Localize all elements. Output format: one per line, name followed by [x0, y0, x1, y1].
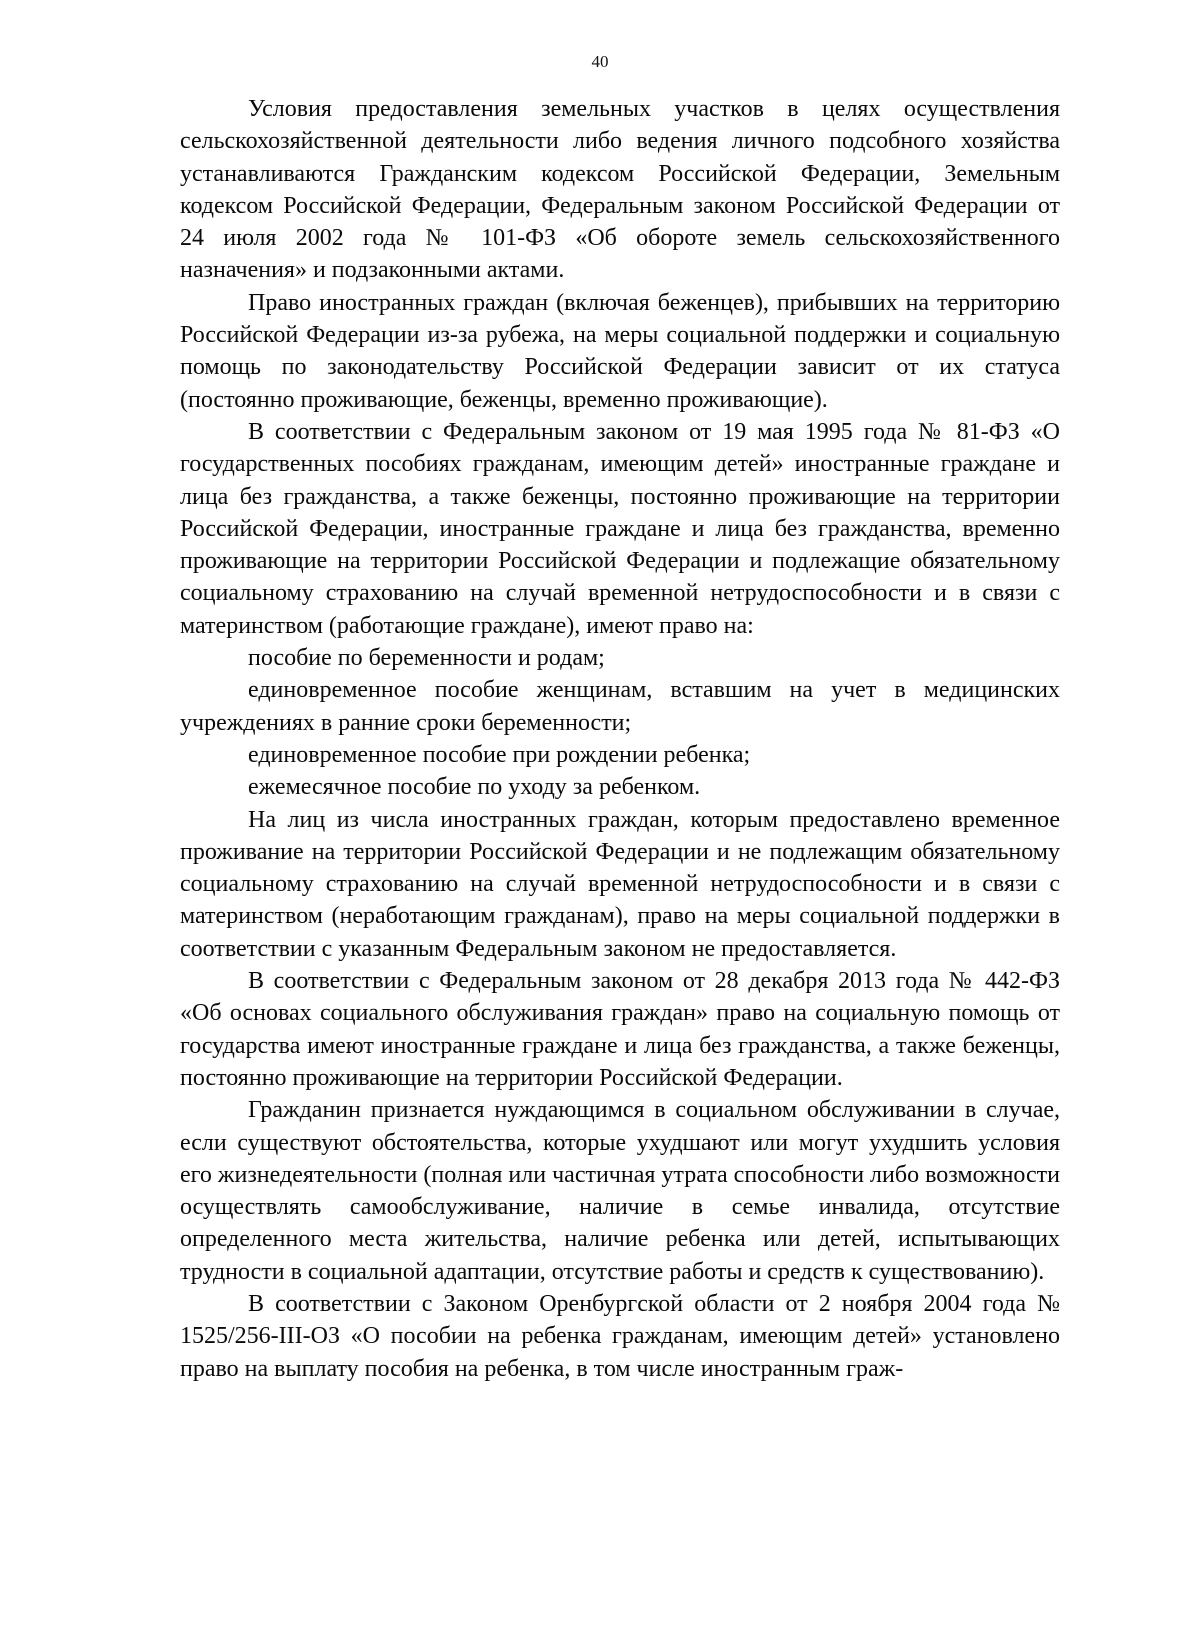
paragraph-temporary-residents: На лиц из числа иностранных граждан, которым предоставлено временное проживание на территории Российской Федерации и не подлежащим обязательному социальному страхованию на случай временной нетрудоспособности и в связи с материнством (неработающим гражданам), право на меры социальной поддержки в соответствии с указанным Федеральным законом не предоставляется. — [180, 806, 1060, 962]
paragraph-federal-law-81: В соответствии с Федеральным законом от 19 мая 1995 года № 81-ФЗ «О государственных пособиях гражданам, имеющим детей» иностранные граждане и лица без гражданства, а также беженцы, постоянно проживающие на территории Российской Федерации, иностранные граждане и лица без гражданства, временно проживающие на территории Российской Федерации и подлежащие обязательному социальному страхованию на случай временной нетрудоспособности и в связи с материнством (работающие граждане), имеют право на: — [180, 418, 1060, 639]
list-item-monthly-care-benefit: ежемесячное пособие по уходу за ребенком. — [248, 774, 701, 801]
paragraph-land-plots: Условия предоставления земельных участков в целях осуществления сельскохозяйственной деятельности либо ведения личного подсобного хозяйства устанавливаются Гражданским кодексом Российской Федерации, Земельным кодексом Российской Федерации, Федеральным законом Российской Федерации от 24 июля 2002 года № 101-ФЗ «Об обороте земель сельскохозяйственного назначения» и подзаконными актами. — [180, 96, 1060, 284]
paragraph-social-service-need: Гражданин признается нуждающимся в социальном обслуживании в случае, если существуют обстоятельства, которые ухудшают или могут ухудшить условия его жизнедеятельности (полная или частичная утрата способности либо возможности осуществлять самообслуживание, наличие в семье инвалида, отсутствие определенного места жительства, наличие ребенка или детей, испытывающих трудности в социальной адаптации, отсутствие работы и средств к существованию). — [180, 1097, 1060, 1285]
list-item-early-registration-benefit: единовременное пособие женщинам, вставшим на учет в медицинских учреждениях в ранние сроки беременности; — [180, 677, 1060, 736]
page-number: 40 — [591, 52, 609, 71]
list-item-pregnancy-benefit: пособие по беременности и родам; — [248, 645, 605, 672]
paragraph-orenburg-law: В соответствии с Законом Оренбургской области от 2 ноября 2004 года № 1525/256-III-ОЗ «О пособии на ребенка гражданам, имеющим детей» установлено право на выплату пособия на ребенка, в том числе иностранным граж- — [180, 1290, 1060, 1382]
document-body — [180, 93, 1060, 1385]
paragraph-foreign-citizens-rights: Право иностранных граждан (включая беженцев), прибывших на территорию Российской Федерации из-за рубежа, на меры социальной поддержки и социальную помощь по законодательству Российской Федерации зависит от их статуса (постоянно проживающие, беженцы, временно проживающие). — [180, 289, 1060, 413]
list-item-birth-benefit: единовременное пособие при рождении ребенка; — [248, 741, 751, 768]
paragraph-federal-law-442: В соответствии с Федеральным законом от 28 декабря 2013 года № 442-ФЗ «Об основах социального обслуживания граждан» право на социальную помощь от государства имеют иностранные граждане и лица без гражданства, а также беженцы, постоянно проживающие на территории Российской Федерации. — [180, 968, 1060, 1091]
